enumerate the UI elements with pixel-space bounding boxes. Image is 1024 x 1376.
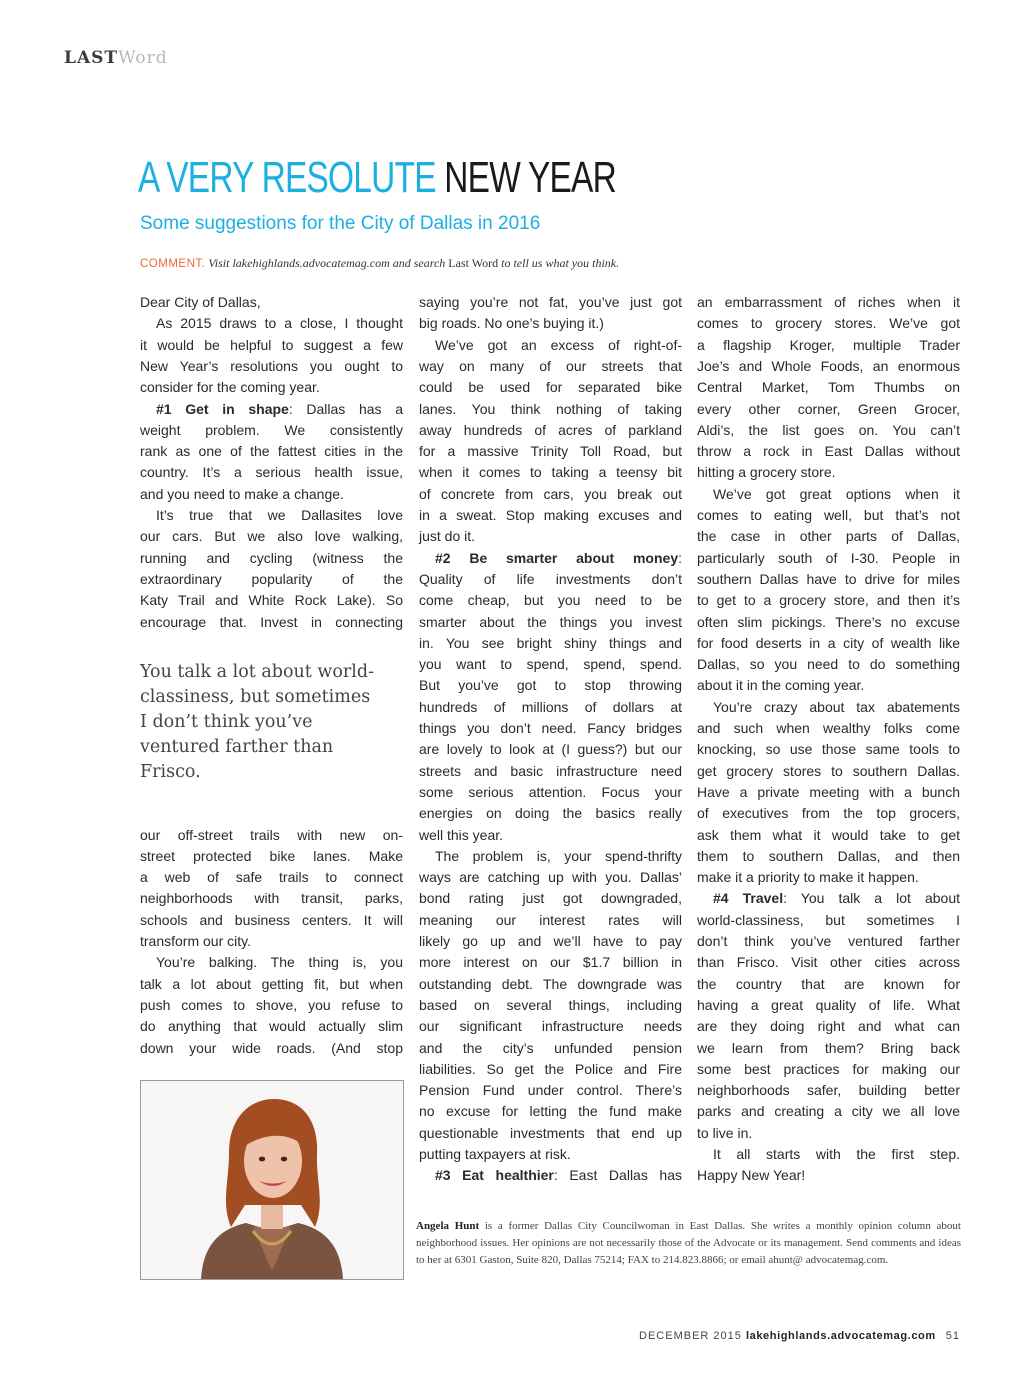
section-label	[64, 48, 168, 68]
comment-text-1: Visit lakehighlands.advocatemag.com and search	[208, 256, 446, 270]
column-2-line: and the city’s unfunded pension	[419, 1039, 682, 1056]
column-1-line: down your wide roads. (And stop	[140, 1039, 403, 1056]
column-1-line: street protected bike lanes. Make	[140, 847, 403, 864]
column-1-line: our off-street trails with new on-	[140, 826, 403, 843]
column-2-line: no excuse for letting the fund make	[419, 1103, 682, 1120]
pull-quote: You talk a lot about world-classiness, but sometimes I don’t think you’ve ventured farther than Frisco.	[140, 662, 374, 782]
column-2-line: likely go up and we’ll have to pay	[419, 933, 682, 949]
column-3-line: having a great quality of life. What	[697, 996, 960, 1013]
column-1-line: country. It’s a serious health issue,	[140, 464, 403, 481]
column-2-line: hundreds of millions of dollars at	[419, 698, 682, 715]
subhead: Some suggestions for the City of Dallas in 2016	[140, 213, 541, 234]
column-3-line: an embarrassment of riches when it	[697, 294, 960, 310]
column-2-line: liabilities. So get the Police and Fire	[419, 1060, 682, 1077]
headline-part1: A VERY RESOLUTE	[138, 153, 436, 202]
column-2-line: come cheap, but you need to be	[419, 592, 682, 609]
column-1-line: consider for the coming year.	[140, 379, 320, 396]
column-1-line: talk a lot about getting fit, but when	[140, 975, 403, 992]
column-2-line: bond rating just got downgraded,	[419, 890, 682, 907]
column-3-line: make it a priority to make it happen.	[697, 869, 919, 886]
column-3-line: knocking, so use those same tools to	[697, 741, 960, 758]
column-1-line: #1 Get in shape: Dallas has a	[156, 400, 403, 417]
column-2-line: ways are catching up with you. Dallas’	[419, 869, 682, 886]
column-2-line: could be used for separated bike	[419, 379, 682, 396]
column-2-line: some serious attention. Focus your	[419, 783, 682, 800]
column-3-line: Aldi’s, the list goes on. You can’t	[697, 421, 960, 438]
column-3-line: them to southern Dallas, and then	[697, 847, 960, 864]
resolution-heading: #1 Get in shape	[156, 400, 289, 417]
column-2-line: questionable investments that end up	[419, 1124, 682, 1141]
column-2-line: well this year.	[419, 826, 504, 843]
column-1-line: and you need to make a change.	[140, 485, 344, 502]
column-2-line: in. You see bright shiny things and	[419, 634, 682, 651]
column-3-line: It all starts with the first step.	[713, 1146, 960, 1162]
column-1-line: extraordinary popularity of the	[140, 570, 403, 587]
column-2-line: Quality of life investments don’t	[419, 570, 682, 587]
column-3-line: ask them what it would take to get	[697, 826, 960, 843]
column-1-line: It’s true that we Dallasites love	[156, 507, 403, 523]
column-2-line: just do it.	[419, 528, 476, 545]
column-3-line: to live in.	[697, 1124, 753, 1141]
column-3-line: You’re crazy about tax abatements	[713, 698, 960, 715]
page-footer	[639, 1330, 960, 1342]
comment-text-2: to tell us what you think.	[501, 256, 620, 270]
author-bio-text: is a former Dallas City Councilwoman in East Dallas. She writes a monthly opinion column about neighborhood issues. Her opinions are not necessarily those of the Advocate or its management. Send comments and ideas to her at 6301 Gaston, Suite 820, Dallas 75214; FAX to 214.823.8866; or email ahunt@ advocatemag.com.	[416, 1220, 961, 1266]
column-2-line: you want to spend, spend, spend.	[419, 656, 682, 673]
column-2-line: in a sweat. Stop making excuses and	[419, 507, 682, 523]
column-2-line: But you’ve got to stop throwing	[419, 677, 682, 694]
column-3-line: Happy New Year!	[697, 1167, 806, 1184]
column-1-line: New Year’s resolutions you ought to	[140, 357, 403, 374]
footer-date: DECEMBER 2015	[639, 1330, 742, 1342]
column-3-line: throw a rock in East Dallas without	[697, 443, 960, 460]
column-2-line: smarter about the things you invest	[419, 613, 682, 630]
column-2-line: outstanding debt. The downgrade was	[419, 975, 682, 992]
column-3-line: often slim pickings. There’s no excuse	[697, 613, 960, 630]
column-2-line: #3 Eat healthier: East Dallas has	[435, 1167, 682, 1184]
column-3-line: the country that are known for	[697, 975, 960, 992]
column-1-line: Katy Trail and White Rock Lake). So	[140, 592, 403, 609]
column-1-line: Dear City of Dallas,	[140, 294, 261, 310]
column-3-line: neighborhoods safer, building better	[697, 1082, 960, 1099]
column-1-line: our cars. But we also love walking,	[140, 528, 403, 545]
column-3-line: every other corner, Green Grocer,	[697, 400, 960, 417]
column-3-line: to get to a grocery store, and then it’s	[697, 592, 960, 609]
headline-part2: NEW YEAR	[444, 153, 616, 202]
column-2-line: more interest on our $1.7 billion in	[419, 954, 682, 971]
column-1-line: weight problem. We consistently	[140, 421, 403, 438]
column-3-line: we learn from them? Bring back	[697, 1039, 960, 1056]
column-3-line: #4 Travel: You talk a lot about	[713, 890, 961, 907]
resolution-heading: #3 Eat healthier	[435, 1167, 554, 1184]
column-1-line: push comes to shove, you refuse to	[140, 996, 403, 1013]
column-3-line: and such when wealthy folks come	[697, 720, 960, 736]
section-label-word: Word	[118, 48, 168, 68]
footer-site: lakehighlands.advocatemag.com	[745, 1330, 936, 1342]
column-3-line: We’ve got great options when it	[713, 485, 960, 502]
comment-line	[140, 256, 619, 271]
column-3-line: Have a private meeting with a bunch	[697, 783, 960, 800]
column-2-line: streets and basic infrastructure need	[419, 762, 682, 779]
author-photo	[140, 1080, 404, 1280]
column-3-line: don’t think you’ve ventured farther	[697, 933, 960, 949]
section-label-last: LAST	[64, 48, 119, 68]
column-1-line: it would be helpful to suggest a few	[140, 336, 403, 353]
column-2-line: The problem is, your spend-thrifty	[435, 847, 682, 864]
column-2-line: #2 Be smarter about money:	[435, 549, 682, 566]
column-2-line: big roads. No one’s buying it.)	[419, 315, 604, 332]
column-1-line: schools and business centers. It will	[140, 911, 403, 928]
column-3-line: Central Market, Tom Thumbs on	[697, 379, 960, 396]
column-2-line: Pension Fund under control. There’s	[419, 1082, 682, 1099]
column-2-line: putting taxpayers at risk.	[419, 1146, 571, 1162]
column-2-line: when it comes to taking a teensy bit	[419, 464, 682, 481]
resolution-heading: #2 Be smarter about money	[435, 549, 679, 566]
column-3-line: Dallas, so you need to do something	[697, 656, 960, 673]
column-3-line: comes to grocery stores. We’ve got	[697, 315, 960, 332]
column-3-line: particularly south of I-30. People in	[697, 549, 960, 566]
column-3-line: hitting a grocery store.	[697, 464, 836, 481]
column-3-line: comes to eating well, but that’s not	[697, 507, 960, 523]
column-2-line: meaning our interest rates will	[419, 911, 682, 928]
column-1-line: neighborhoods with transit, parks,	[140, 890, 403, 907]
column-1-line: As 2015 draws to a close, I thought	[156, 315, 403, 332]
column-2-line: way on many of our streets that	[419, 357, 682, 374]
column-1-line: encourage that. Invest in connecting	[140, 613, 403, 630]
column-2-line: lanes. You think nothing of taking	[419, 400, 682, 417]
column-3-line: for food deserts in a city of wealth like	[697, 634, 960, 651]
column-3-line: are they doing right and what can	[697, 1018, 960, 1035]
column-1-line: transform our city.	[140, 933, 251, 949]
column-3-line: a flagship Kroger, multiple Trader	[697, 336, 960, 353]
comment-search-term: Last Word	[448, 256, 499, 270]
column-2-line: based on several things, including	[419, 996, 682, 1013]
author-bio	[416, 1218, 961, 1269]
column-2-line: are lovely to look at (I guess?) but our	[419, 741, 682, 758]
column-1-line: You’re balking. The thing is, you	[156, 954, 403, 971]
column-1-line: a web of safe trails to connect	[140, 869, 403, 886]
column-3-line: the case in other parts of Dallas,	[697, 528, 960, 545]
column-2-line: energies on doing the basics really	[419, 805, 682, 822]
author-name: Angela Hunt	[416, 1220, 480, 1232]
column-3-line: parks and creating a city we all love	[697, 1103, 960, 1120]
resolution-heading: #4 Travel	[713, 890, 784, 907]
column-1-line: running and cycling (witness the	[140, 549, 403, 566]
column-2-line: We’ve got an excess of right-of-	[435, 336, 682, 353]
column-2-line: our significant infrastructure needs	[419, 1018, 682, 1035]
column-3-line: Joe’s and Whole Foods, an enormous	[697, 357, 960, 374]
column-3-line: some best practices for making our	[697, 1060, 960, 1077]
author-portrait-illustration	[141, 1081, 403, 1279]
comment-tag: COMMENT.	[140, 258, 206, 270]
column-1-line: do anything that would actually slim	[140, 1018, 403, 1035]
column-1-line: rank as one of the fattest cities in the	[140, 443, 403, 460]
column-3-line: about it in the coming year.	[697, 677, 865, 694]
column-2-line: away hundreds of acres of parkland	[419, 421, 682, 438]
column-2-line: saying you’re not fat, you’ve just got	[419, 294, 682, 310]
column-2-line: things you don’t need. Fancy bridges	[419, 720, 682, 736]
column-3-line: than Frisco. Visit other cities across	[697, 954, 960, 971]
column-2-line: for a massive Trinity Toll Road, but	[419, 443, 682, 460]
column-2-line: of concrete from cars, you break out	[419, 485, 682, 502]
headline	[138, 152, 616, 204]
column-3-line: world-classiness, but sometimes I	[697, 911, 960, 928]
column-3-line: of executives from the top grocers,	[697, 805, 960, 822]
column-3-line: southern Dallas have to drive for miles	[697, 570, 960, 587]
column-3-line: get grocery stores to southern Dallas.	[697, 762, 960, 779]
page-number: 51	[945, 1330, 960, 1342]
